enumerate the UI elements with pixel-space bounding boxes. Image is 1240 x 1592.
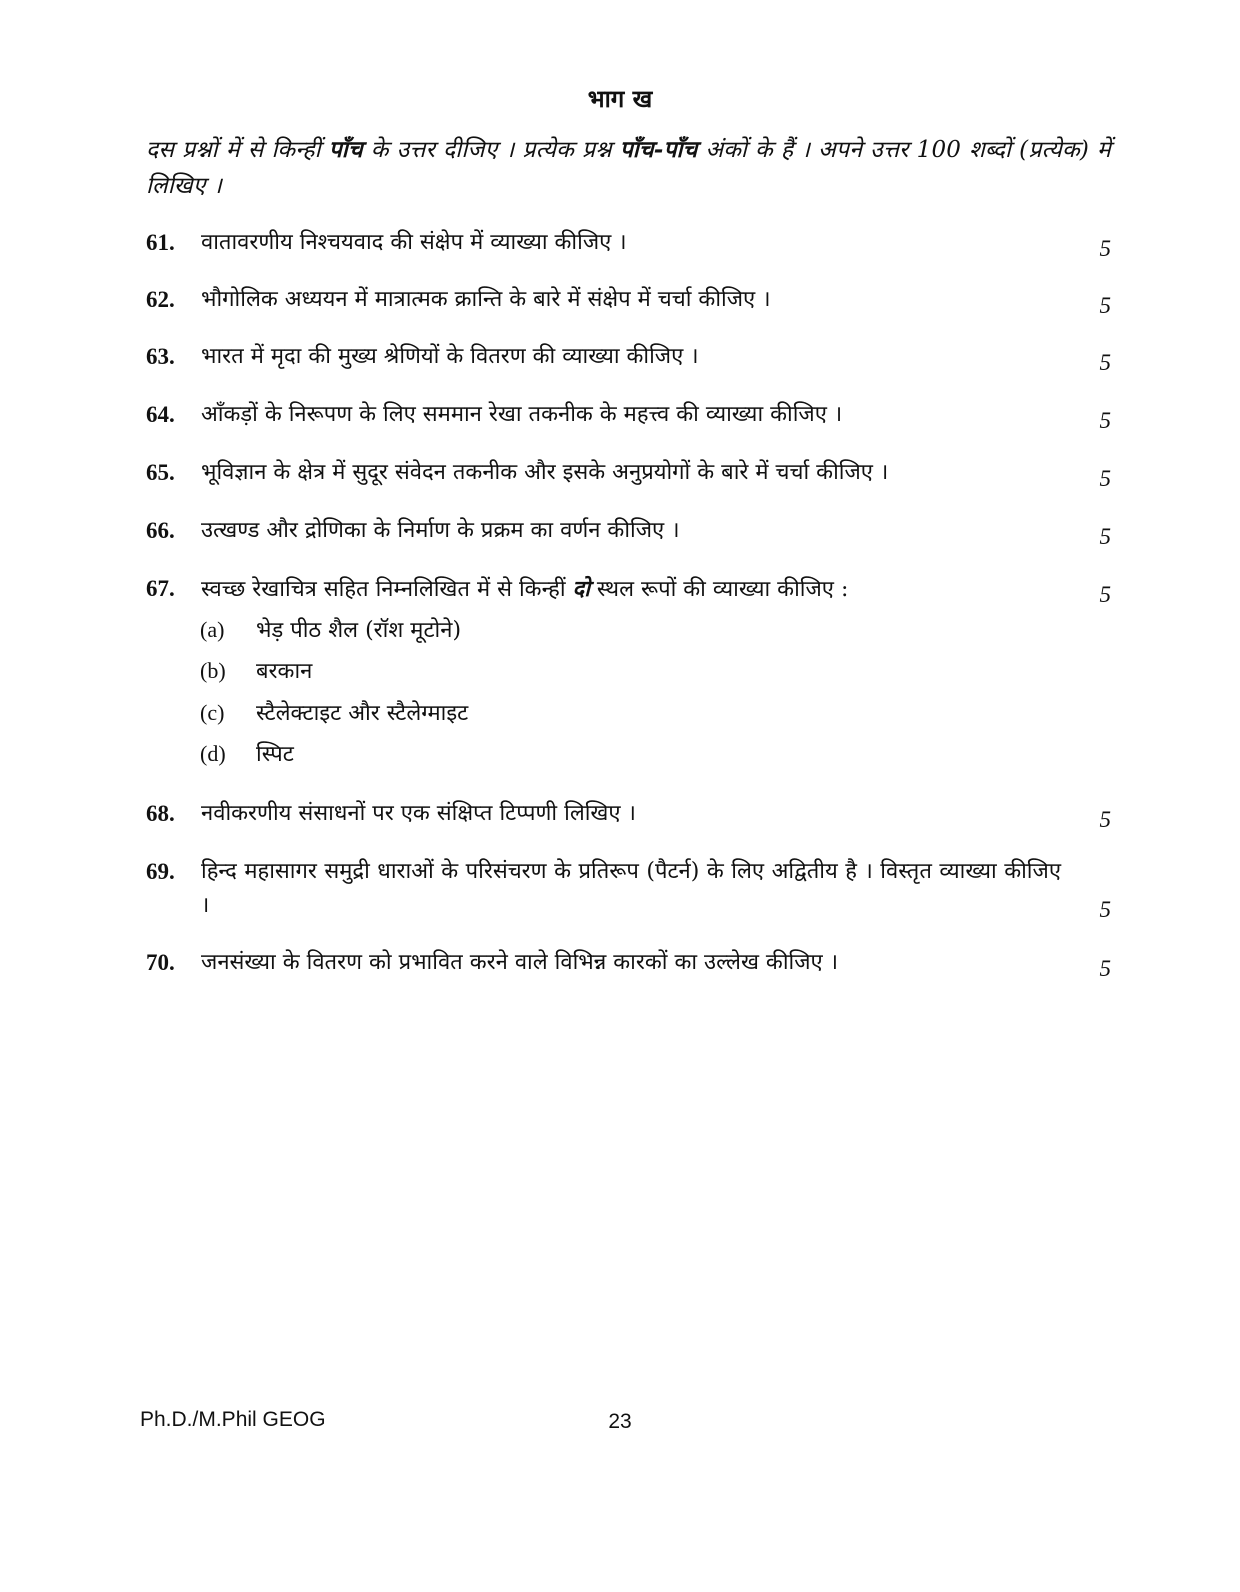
sub-item-b (200, 655, 312, 688)
question-number: 68. (146, 801, 175, 826)
instructions-bold: पाँच-पाँच (619, 136, 698, 163)
question-text: आँकड़ों के निरूपण के लिए सममान रेखा तकनीक के महत्त्व की व्याख्या कीजिए । (201, 402, 843, 427)
question-text: हिन्द महासागर समुद्री धाराओं के परिसंचरण के प्रतिरूप (पैटर्न) के लिए अद्वितीय है । विस्तृत व्याख्या कीजिए । (201, 859, 1061, 918)
question-number: 70. (146, 950, 175, 975)
question-marks: 5 (1099, 408, 1111, 433)
sub-item-label: (d) (200, 741, 226, 766)
question-text: वातावरणीय निश्चयवाद की संक्षेप में व्याख्या कीजिए । (201, 230, 627, 255)
question-number: 69. (146, 859, 175, 884)
sub-item-label: (b) (200, 658, 226, 683)
question-number: 61. (146, 230, 175, 255)
sub-item-label: (c) (200, 700, 225, 725)
question-text (201, 572, 1061, 607)
question-marks: 5 (1099, 466, 1111, 491)
instructions-text: के उत्तर दीजिए । प्रत्येक प्रश्न (362, 137, 620, 163)
instructions (146, 132, 1111, 204)
question-text-part: स्थल रूपों की व्याख्या कीजिए : (589, 577, 849, 602)
question-marks: 5 (1099, 350, 1111, 375)
question-number: 66. (146, 518, 175, 543)
sub-item-a (200, 614, 461, 647)
question-marks: 5 (1099, 956, 1111, 981)
footer-course: Ph.D./M.Phil GEOG (140, 1408, 326, 1431)
question-marks: 5 (1099, 807, 1111, 832)
question-number: 63. (146, 344, 175, 369)
section-title: भाग ख (587, 84, 653, 113)
question-text: भारत में मृदा की मुख्य श्रेणियों के वितरण की व्याख्या कीजिए । (201, 344, 699, 369)
question-69 (146, 855, 1111, 925)
question-text: भौगोलिक अध्ययन में मात्रात्मक क्रान्ति के बारे में संक्षेप में चर्चा कीजिए । (201, 287, 771, 312)
question-text-part: स्वच्छ रेखाचित्र सहित निम्नलिखित में से किन्हीं (201, 577, 573, 602)
sub-item-c (200, 697, 468, 730)
sub-item-d (200, 738, 294, 771)
question-text-emphasis: दो (572, 576, 590, 602)
question-text: भूविज्ञान के क्षेत्र में सुदूर संवेदन तकनीक और इसके अनुप्रयोगों के बारे में चर्चा कीजिए । (201, 460, 889, 485)
sub-item-label: (a) (200, 617, 225, 642)
question-marks: 5 (1099, 293, 1111, 318)
question-text: जनसंख्या के वितरण को प्रभावित करने वाले विभिन्न कारकों का उल्लेख कीजिए । (201, 950, 839, 975)
question-number: 65. (146, 460, 175, 485)
instructions-text: दस प्रश्नों में से किन्हीं (146, 137, 329, 163)
instructions-bold: पाँच (328, 136, 363, 163)
question-number: 67. (146, 576, 175, 601)
question-marks: 5 (1099, 236, 1111, 261)
question-marks: 5 (1099, 582, 1111, 607)
sub-item-text: बरकान (256, 659, 313, 684)
page-number: 23 (608, 1410, 632, 1433)
question-marks: 5 (1099, 524, 1111, 549)
sub-item-text: स्टैलेक्टाइट और स्टैलेग्माइट (256, 701, 469, 726)
question-marks: 5 (1099, 897, 1111, 922)
question-number: 62. (146, 287, 175, 312)
question-number: 64. (146, 402, 175, 427)
sub-item-text: स्पिट (256, 742, 294, 767)
question-text: नवीकरणीय संसाधनों पर एक संक्षिप्त टिप्पणी लिखिए । (201, 801, 636, 826)
instructions-text: अंकों के हैं । अपने उत्तर 100 शब्दों (प्रत्येक) में लिखिए । (146, 137, 1111, 199)
question-text: उत्खण्ड और द्रोणिका के निर्माण के प्रक्रम का वर्णन कीजिए । (201, 518, 680, 543)
sub-item-text: भेड़ पीठ शैल (रॉश मूटोने) (256, 618, 462, 643)
